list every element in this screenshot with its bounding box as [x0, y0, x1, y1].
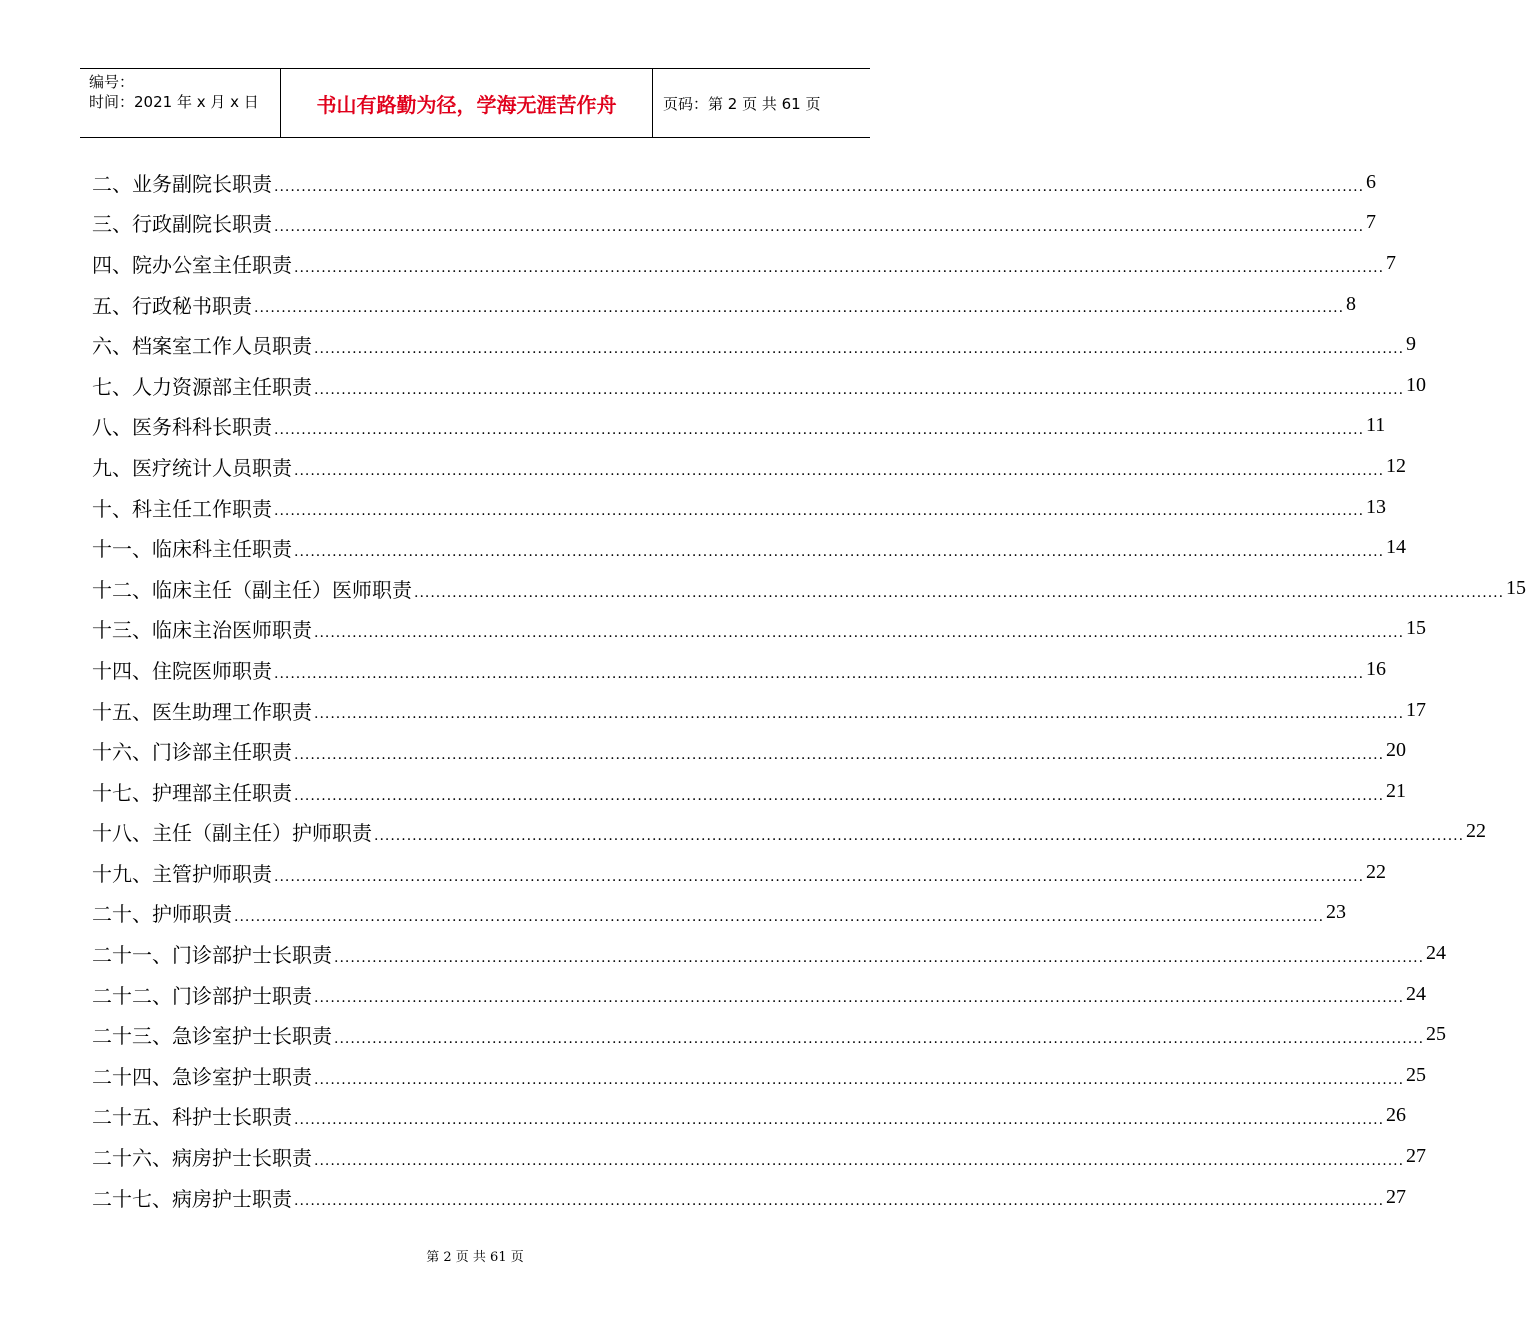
toc-entry-page-number: 24: [1426, 942, 1447, 965]
toc-entry-title: 二十七、病房护士职责: [92, 1186, 292, 1211]
toc-entry-title: 十、科主任工作职责: [92, 496, 272, 521]
toc-entry[interactable]: [92, 324, 1417, 365]
toc-leader-dots: ........................................................................................................................................................................................................: [274, 422, 1365, 439]
toc-entry[interactable]: [92, 162, 1377, 203]
toc-entry[interactable]: [92, 284, 1357, 325]
toc-entry-title: 十八、主任（副主任）护师职责: [92, 821, 372, 846]
toc-entry-title: 七、人力资源部主任职责: [92, 374, 312, 399]
toc-leader-dots: ........................................................................................................................................................................................................: [234, 909, 1325, 926]
toc-leader-dots: ........................................................................................................................................................................................................: [294, 259, 1385, 276]
toc-entry[interactable]: [92, 1014, 1447, 1055]
table-of-contents: [92, 162, 1526, 1217]
toc-leader-dots: ........................................................................................................................................................................................................: [294, 543, 1385, 560]
toc-entry[interactable]: [92, 1136, 1427, 1177]
toc-entry-page-number: 15: [1406, 617, 1427, 640]
toc-entry-page-number: 6: [1366, 170, 1377, 193]
toc-entry[interactable]: [92, 568, 1526, 609]
toc-leader-dots: ........................................................................................................................................................................................................: [314, 706, 1405, 723]
toc-entry-page-number: 11: [1366, 414, 1386, 437]
toc-entry-page-number: 25: [1406, 1063, 1427, 1086]
toc-entry-page-number: 8: [1346, 292, 1357, 315]
toc-entry-title: 二十三、急诊室护士长职责: [92, 1024, 332, 1049]
toc-entry-page-number: 21: [1386, 779, 1407, 802]
toc-entry-page-number: 14: [1386, 536, 1407, 559]
toc-entry-title: 四、院办公室主任职责: [92, 252, 292, 277]
toc-leader-dots: ........................................................................................................................................................................................................: [314, 625, 1405, 642]
toc-leader-dots: ........................................................................................................................................................................................................: [294, 787, 1385, 804]
toc-entry-title: 十七、护理部主任职责: [92, 780, 292, 805]
toc-entry-title: 十九、主管护师职责: [92, 861, 272, 886]
toc-entry-page-number: 22: [1366, 860, 1387, 883]
toc-entry-page-number: 22: [1466, 820, 1487, 843]
toc-entry[interactable]: [92, 203, 1377, 244]
toc-entry-page-number: 13: [1366, 495, 1387, 518]
toc-leader-dots: ........................................................................................................................................................................................................: [314, 340, 1405, 357]
toc-entry[interactable]: [92, 1055, 1427, 1096]
toc-entry-page-number: 20: [1386, 739, 1407, 762]
toc-entry-page-number: 7: [1366, 211, 1377, 234]
toc-entry-title: 十四、住院医师职责: [92, 658, 272, 683]
toc-entry-page-number: 17: [1406, 698, 1427, 721]
toc-entry[interactable]: [92, 406, 1386, 447]
toc-entry-page-number: 27: [1386, 1185, 1407, 1208]
toc-entry-page-number: 10: [1406, 373, 1427, 396]
toc-leader-dots: ........................................................................................................................................................................................................: [414, 584, 1505, 601]
toc-entry[interactable]: [92, 1177, 1407, 1218]
toc-leader-dots: ........................................................................................................................................................................................................: [314, 1071, 1405, 1088]
toc-entry-title: 二十四、急诊室护士职责: [92, 1064, 312, 1089]
toc-entry-page-number: 12: [1386, 454, 1407, 477]
header-page-info: 页码：第 2 页 共 61 页: [663, 94, 821, 113]
toc-entry-page-number: 15: [1506, 576, 1526, 599]
toc-leader-dots: ........................................................................................................................................................................................................: [314, 990, 1405, 1007]
toc-entry-page-number: 25: [1426, 1023, 1447, 1046]
toc-entry[interactable]: [92, 933, 1447, 974]
toc-entry-title: 十一、临床科主任职责: [92, 537, 292, 562]
toc-entry-page-number: 24: [1406, 982, 1427, 1005]
toc-entry-title: 二十五、科护士长职责: [92, 1105, 292, 1130]
toc-entry[interactable]: [92, 730, 1407, 771]
toc-entry-title: 六、档案室工作人员职责: [92, 334, 312, 359]
toc-leader-dots: ........................................................................................................................................................................................................: [294, 462, 1385, 479]
toc-leader-dots: ........................................................................................................................................................................................................: [374, 828, 1465, 845]
toc-entry[interactable]: [92, 365, 1427, 406]
toc-leader-dots: ........................................................................................................................................................................................................: [274, 665, 1365, 682]
toc-leader-dots: ........................................................................................................................................................................................................: [314, 381, 1405, 398]
toc-entry-title: 十五、医生助理工作职责: [92, 699, 312, 724]
toc-entry-title: 五、行政秘书职责: [92, 293, 252, 318]
toc-entry-title: 十二、临床主任（副主任）医师职责: [92, 577, 412, 602]
toc-leader-dots: ........................................................................................................................................................................................................: [334, 1031, 1425, 1048]
toc-entry-page-number: 23: [1326, 901, 1347, 924]
toc-entry-page-number: 27: [1406, 1145, 1427, 1168]
toc-leader-dots: ........................................................................................................................................................................................................: [294, 1193, 1385, 1210]
toc-leader-dots: ........................................................................................................................................................................................................: [294, 746, 1385, 763]
toc-entry[interactable]: [92, 690, 1427, 731]
toc-entry[interactable]: [92, 812, 1487, 853]
toc-entry[interactable]: [92, 446, 1407, 487]
document-number-label: 编号：: [89, 73, 135, 91]
toc-entry[interactable]: [92, 609, 1427, 650]
toc-leader-dots: ........................................................................................................................................................................................................: [274, 219, 1365, 236]
toc-entry[interactable]: [92, 527, 1407, 568]
toc-entry-title: 二、业务副院长职责: [92, 171, 272, 196]
toc-entry-page-number: 16: [1366, 657, 1387, 680]
toc-entry[interactable]: [92, 243, 1397, 284]
toc-leader-dots: ........................................................................................................................................................................................................: [254, 300, 1345, 317]
page-header: [80, 68, 870, 138]
toc-entry-title: 十三、临床主治医师职责: [92, 618, 312, 643]
toc-leader-dots: ........................................................................................................................................................................................................: [334, 949, 1425, 966]
toc-entry-title: 二十二、门诊部护士职责: [92, 983, 312, 1008]
toc-entry-title: 十六、门诊部主任职责: [92, 740, 292, 765]
toc-leader-dots: ........................................................................................................................................................................................................: [274, 503, 1365, 520]
toc-entry-title: 二十一、门诊部护士长职责: [92, 943, 332, 968]
toc-entry-title: 九、医疗统计人员职责: [92, 455, 292, 480]
toc-entry[interactable]: [92, 852, 1387, 893]
toc-entry[interactable]: [92, 771, 1407, 812]
toc-entry-page-number: 7: [1386, 251, 1397, 274]
toc-entry-page-number: 9: [1406, 333, 1417, 356]
page-footer: 第 2 页 共 61 页: [426, 1250, 524, 1265]
toc-entry[interactable]: [92, 974, 1427, 1015]
toc-entry-title: 二十、护师职责: [92, 902, 232, 927]
toc-entry[interactable]: [92, 487, 1387, 528]
toc-entry[interactable]: [92, 893, 1347, 934]
toc-leader-dots: ........................................................................................................................................................................................................: [274, 178, 1365, 195]
toc-entry-page-number: 26: [1386, 1104, 1407, 1127]
toc-entry-title: 八、医务科科长职责: [92, 415, 272, 440]
toc-leader-dots: ........................................................................................................................................................................................................: [314, 1152, 1405, 1169]
toc-entry-title: 二十六、病房护士长职责: [92, 1146, 312, 1171]
header-meta: [80, 69, 281, 137]
toc-entry[interactable]: [92, 649, 1387, 690]
toc-leader-dots: ........................................................................................................................................................................................................: [274, 868, 1365, 885]
toc-entry-title: 三、行政副院长职责: [92, 212, 272, 237]
toc-entry[interactable]: [92, 1096, 1407, 1137]
document-date: 时间：2021 年 x 月 x 日: [89, 93, 259, 111]
header-motto: 书山有路勤为径，学海无涯苦作舟: [281, 69, 653, 137]
toc-leader-dots: ........................................................................................................................................................................................................: [294, 1112, 1385, 1129]
